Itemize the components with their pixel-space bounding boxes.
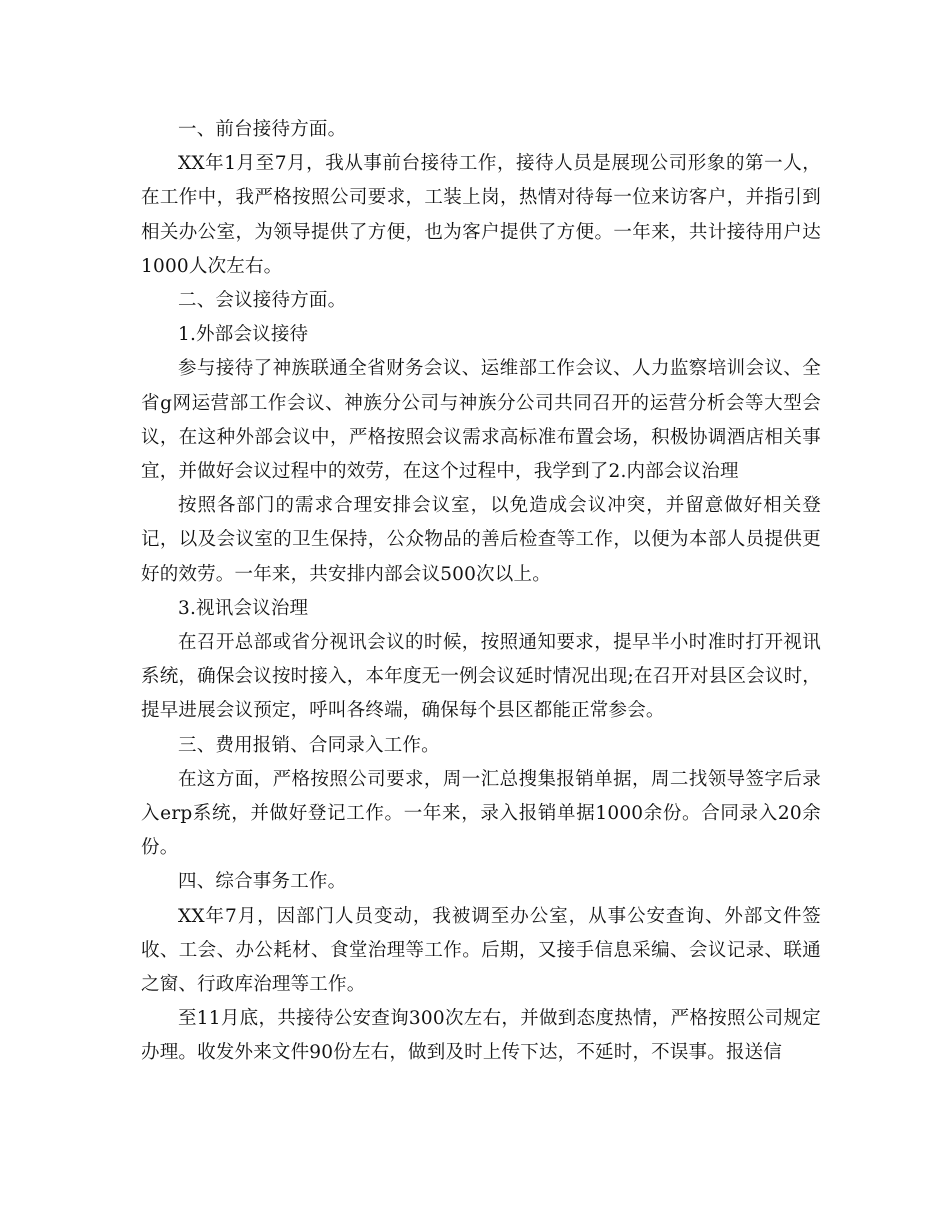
subheading-external-meetings: 1.外部会议接待 bbox=[178, 324, 309, 346]
paragraph-reception-work: XX年1月至7月，我从事前台接待工作，接待人员是展现公司形象的第一人，在工作中，我严格按照公司要求，工装上岗，热情对待每一位来访客户，并指引到相关办公室，为领导提供了方便，也为客户提供了方便。一年来，共计接待用户达1000人次左右。 bbox=[141, 153, 821, 277]
section-heading-reception: 一、前台接待方面。 bbox=[178, 119, 347, 140]
subheading-video-meetings: 3.视讯会议治理 bbox=[178, 597, 309, 619]
paragraph-external-meetings: 参与接待了神族联通全省财务会议、运维部工作会议、人力监察培训会议、全省g网运营部工作会议、神族分公司与神族分公司共同召开的运营分析会等大型会议，在这种外部会议中，严格按照会议需求高标准布置会场，积极协调酒店相关事宜，并做好会议过程中的效劳，在这个过程中，我学到了2.内部会议治理 bbox=[141, 358, 821, 483]
document-body bbox=[141, 113, 821, 1071]
paragraph-internal-meetings: 按照各部门的需求合理安排会议室，以免造成会议冲突，并留意做好相关登记，以及会议室的卫生保持，公众物品的善后检查等工作，以便为本部人员提供更好的效劳。一年来，共安排内部会议500次以上。 bbox=[141, 495, 821, 585]
paragraph-november-summary: 至11月底，共接待公安查询300次左右，并做到态度热情，严格按照公司规定办理。收发外来文件90份左右，做到及时上传下达，不延时，不误事。报送信 bbox=[141, 1008, 821, 1064]
paragraph-video-meetings: 在召开总部或省分视讯会议的时候，按照通知要求，提早半小时准时打开视讯系统，确保会议按时接入，本年度无一例会议延时情况出现;在召开对县区会议时，提早进展会议预定，呼叫各终端，确保每个县区都能正常参会。 bbox=[141, 632, 821, 722]
section-heading-meetings: 二、会议接待方面。 bbox=[178, 290, 347, 312]
paragraph-expenses: 在这方面，严格按照公司要求，周一汇总搜集报销单据，周二找领导签字后录入erp系统，并做好登记工作。一年来，录入报销单据1000余份。合同录入20余份。 bbox=[141, 768, 821, 859]
section-heading-general-affairs: 四、综合事务工作。 bbox=[178, 871, 347, 893]
section-heading-expenses: 三、费用报销、合同录入工作。 bbox=[178, 734, 440, 756]
paragraph-general-affairs: XX年7月，因部门人员变动，我被调至办公室，从事公安查询、外部文件签收、工会、办公耗材、食堂治理等工作。后期，又接手信息采编、会议记录、联通之窗、行政库治理等工作。 bbox=[141, 905, 821, 996]
